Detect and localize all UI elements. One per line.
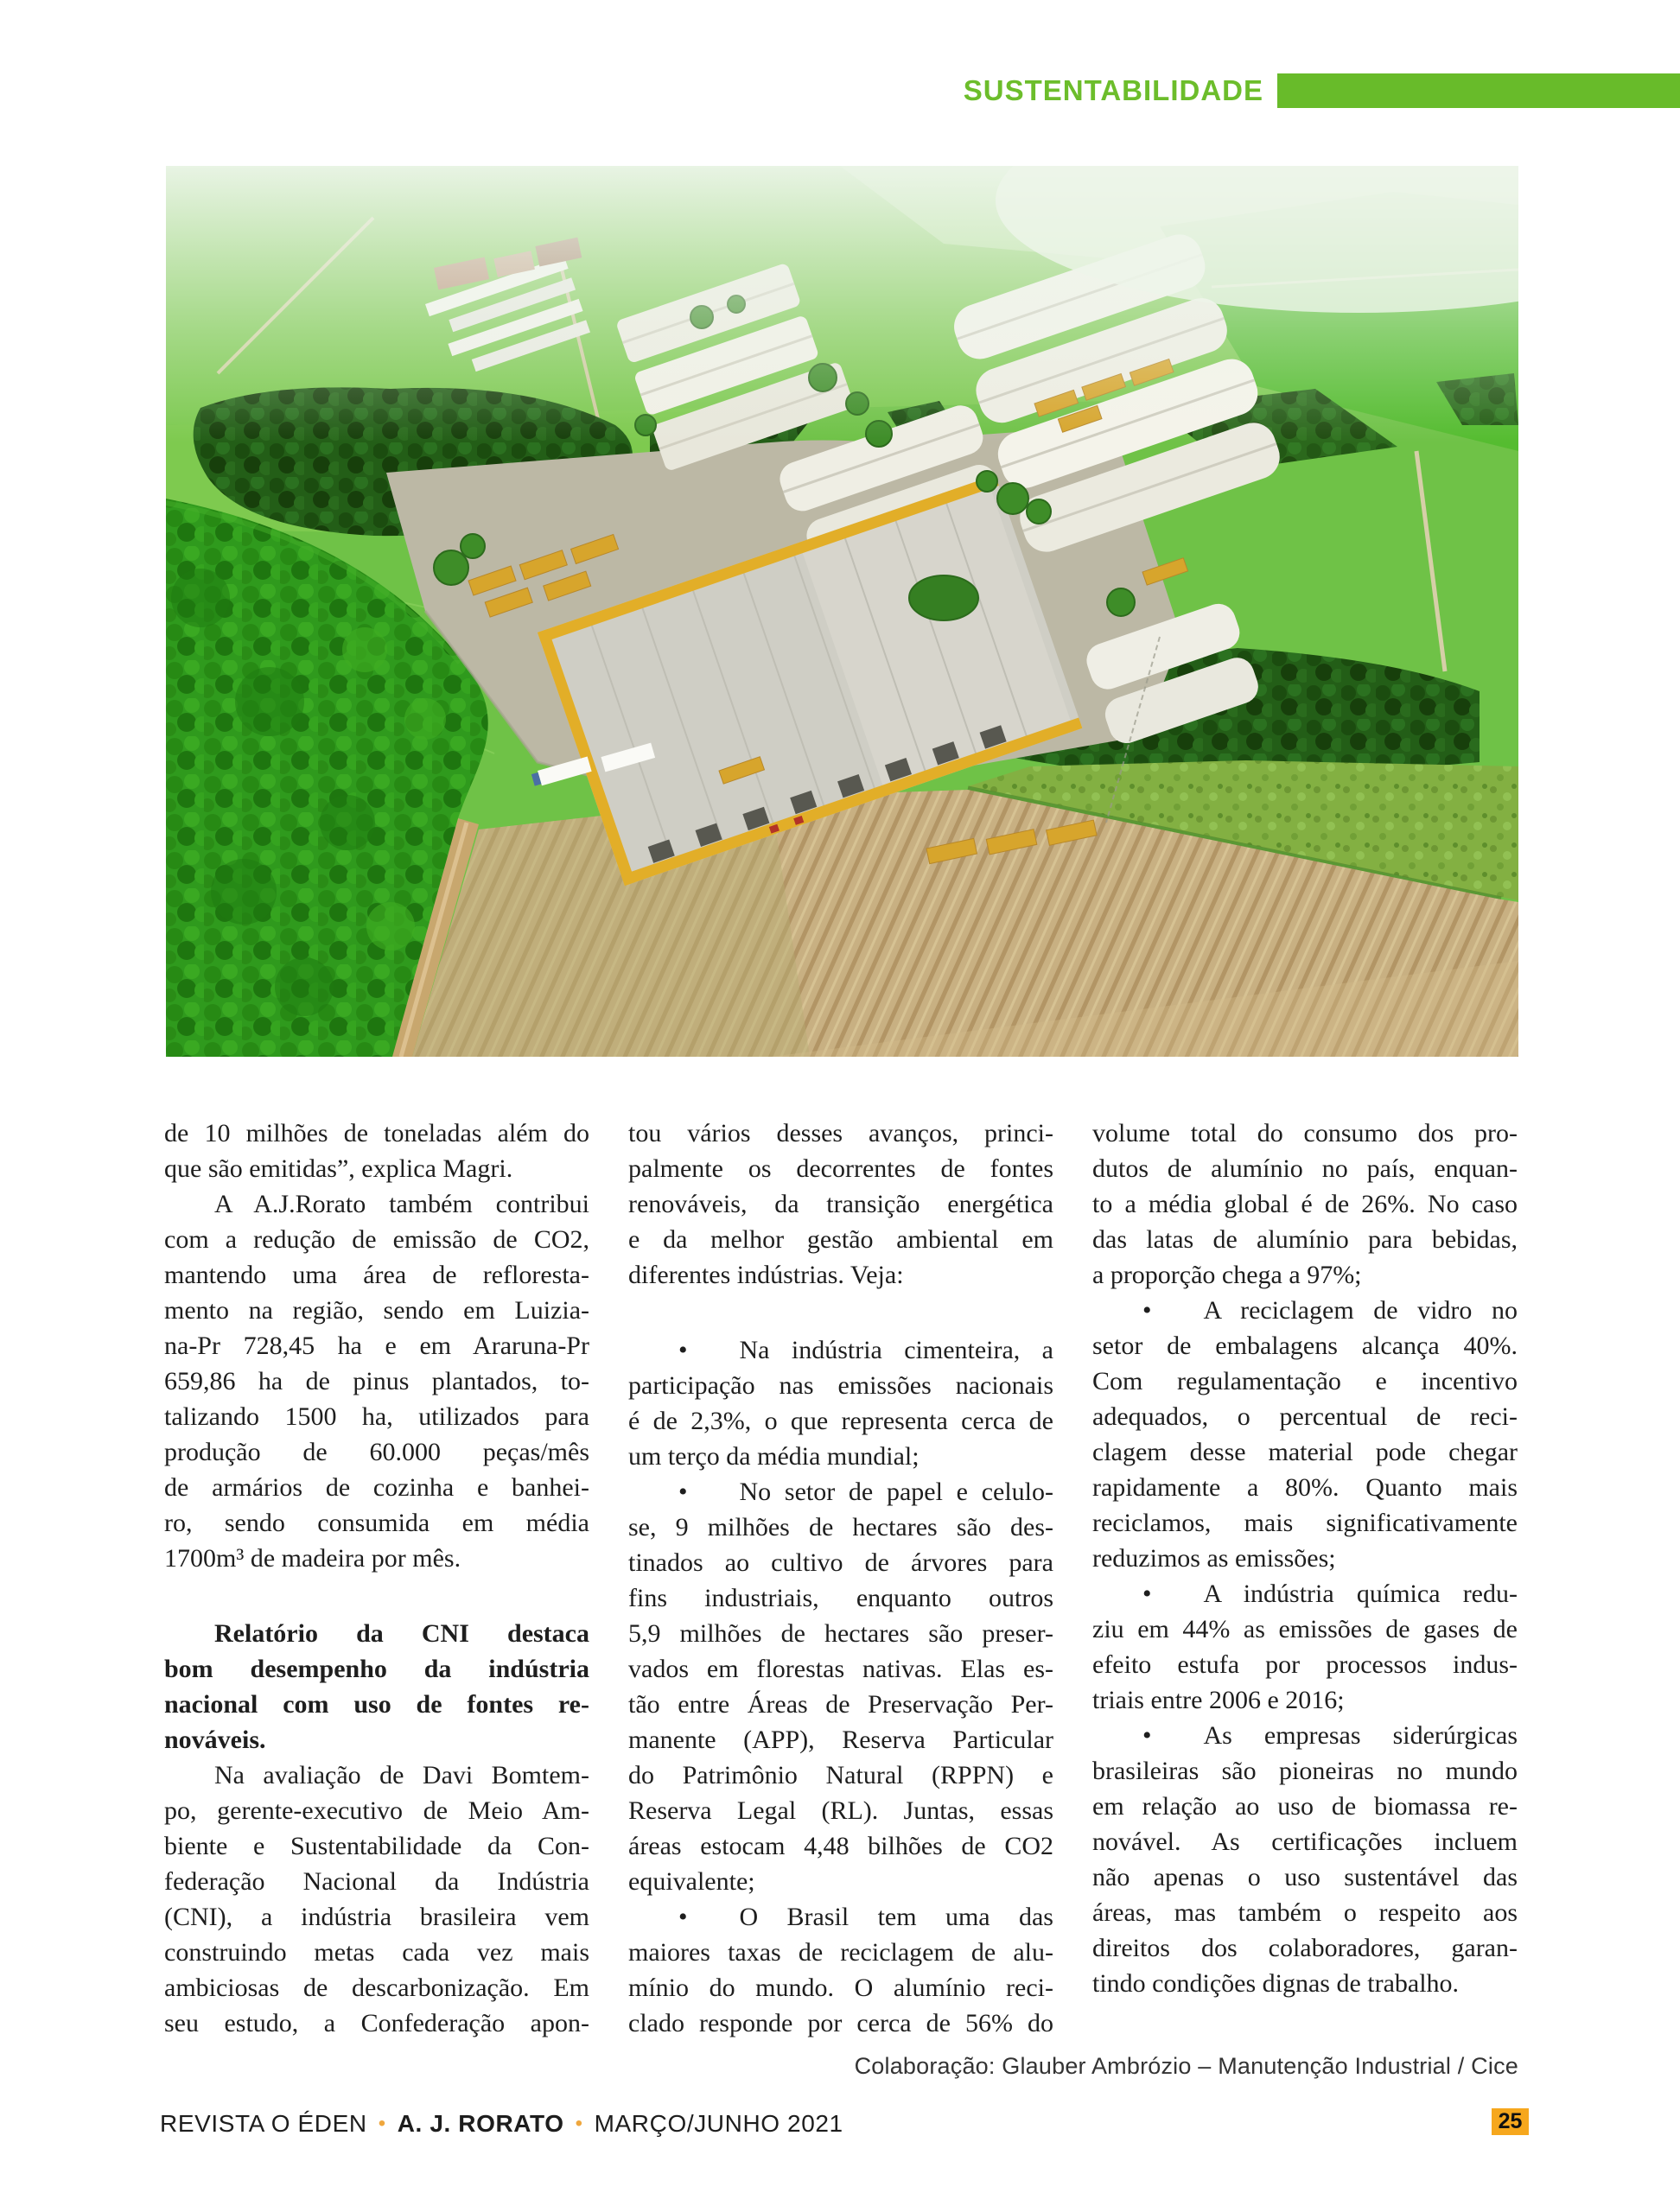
article-body [164, 1116, 1518, 2041]
text-line: diferentes indústrias. Veja: [628, 1261, 904, 1289]
text-line: rapidamente a 80%. Quanto mais [1092, 1473, 1518, 1502]
text-line: biente e Sustentabilidade da Con- [164, 1832, 589, 1860]
paragraph-block [628, 1474, 1053, 1899]
text-line: construindo metas cada vez mais [164, 1938, 589, 1967]
text-line: das latas de alumínio para bebidas, [1092, 1225, 1518, 1254]
text-line: renováveis, da transição energética [628, 1190, 1053, 1218]
text-line: 659,86 ha de pinus plantados, to- [164, 1367, 589, 1395]
paragraph-block [164, 1116, 589, 1186]
text-line: Reserva Legal (RL). Juntas, essas [628, 1796, 1053, 1825]
text-line: um terço da média mundial; [628, 1442, 920, 1471]
text-line: a proporção chega a 97%; [1092, 1261, 1362, 1289]
page-number-badge: 25 [1492, 2108, 1529, 2135]
text-line: dutos de alumínio no país, enquan- [1092, 1154, 1518, 1183]
text-line: tindo condições dignas de trabalho. [1092, 1969, 1460, 1998]
text-line: do Patrimônio Natural (RPPN) e [628, 1761, 1053, 1789]
text-line: • A indústria química redu- [1142, 1580, 1518, 1608]
text-line: bom desempenho da indústria [164, 1655, 589, 1683]
text-line: • O Brasil tem uma das [678, 1903, 1053, 1931]
text-line: direitos dos colaboradores, garan- [1092, 1934, 1518, 1962]
paragraph-block [628, 1116, 1053, 1293]
text-line: Com regulamentação e incentivo [1092, 1367, 1518, 1395]
text-line: de 10 milhões de toneladas além do [164, 1119, 589, 1147]
text-line: com a redução de emissão de CO2, [164, 1225, 589, 1254]
header-accent-bar [1277, 73, 1680, 108]
footer-separator-dot: • [378, 2112, 386, 2135]
text-line: tou vários desses avanços, princi- [628, 1119, 1053, 1147]
paragraph-block [164, 1758, 589, 2041]
text-line: 1700m³ de madeira por mês. [164, 1544, 461, 1573]
text-line: ziu em 44% as emissões de gases de [1092, 1615, 1518, 1643]
text-line: de armários de cozinha e banhei- [164, 1473, 589, 1502]
text-line: maiores taxas de reciclagem de alu- [628, 1938, 1053, 1967]
text-line: áreas, mas também o respeito aos [1092, 1898, 1518, 1927]
text-line: triais entre 2006 e 2016; [1092, 1686, 1345, 1714]
paragraph-block [628, 1332, 1053, 1474]
subheading-block [164, 1616, 589, 1758]
page-footer [160, 2110, 843, 2138]
paragraph-block [1092, 1293, 1518, 1576]
text-line: ambiciosas de descarbonização. Em [164, 1974, 589, 2002]
text-line: • As empresas siderúrgicas [1142, 1721, 1518, 1750]
text-line: federação Nacional da Indústria [164, 1867, 589, 1896]
footer-issue-date: MARÇO/JUNHO 2021 [594, 2110, 843, 2137]
text-line: e da melhor gestão ambiental em [628, 1225, 1053, 1254]
text-line: efeito estufa por processos indus- [1092, 1650, 1518, 1679]
text-line: ro, sendo consumida em média [164, 1509, 589, 1537]
text-line: adequados, o percentual de reci- [1092, 1402, 1518, 1431]
aerial-photo-illustration [166, 166, 1518, 1057]
footer-separator-dot: • [575, 2112, 583, 2135]
text-line: produção de 60.000 peças/mês [164, 1438, 589, 1466]
text-line: mantendo uma área de refloresta- [164, 1261, 589, 1289]
aerial-factory-photo [166, 166, 1518, 1057]
paragraph-block [1092, 1718, 1518, 2001]
photo-credit: Colaboração: Glauber Ambrózio – Manutenção Industrial / Cice [854, 2053, 1518, 2079]
text-line: volume total do consumo dos pro- [1092, 1119, 1518, 1147]
text-line: equivalente; [628, 1867, 755, 1896]
text-line: na-Pr 728,45 ha e em Araruna-Pr [164, 1332, 589, 1360]
footer-company-name: A. J. RORATO [397, 2110, 564, 2137]
text-line: mínio do mundo. O alumínio reci- [628, 1974, 1053, 2002]
text-line: 5,9 milhões de hectares são preser- [628, 1619, 1053, 1648]
text-line: participação nas emissões nacionais [628, 1371, 1053, 1400]
text-line: em relação ao uso de biomassa re- [1092, 1792, 1518, 1821]
text-line: vados em florestas nativas. Elas es- [628, 1655, 1053, 1683]
text-line: po, gerente-executivo de Meio Am- [164, 1796, 589, 1825]
text-line: (CNI), a indústria brasileira vem [164, 1903, 589, 1931]
text-column-3 [1092, 1116, 1518, 2041]
text-line: é de 2,3%, o que representa cerca de [628, 1407, 1053, 1435]
paragraph-block [628, 1899, 1053, 2041]
text-line: manente (APP), Reserva Particular [628, 1726, 1053, 1754]
text-line: tinados ao cultivo de árvores para [628, 1548, 1053, 1577]
text-line: reduzimos as emissões; [1092, 1544, 1336, 1573]
text-line: reciclamos, mais significativamente [1092, 1509, 1518, 1537]
text-line: fins industriais, enquanto outros [628, 1584, 1053, 1612]
text-line: A A.J.Rorato também contribui [214, 1190, 589, 1218]
text-line: • No setor de papel e celulo- [678, 1478, 1053, 1506]
paragraph-block [164, 1186, 589, 1576]
text-line: palmente os decorrentes de fontes [628, 1154, 1053, 1183]
text-line: não apenas o uso sustentável das [1092, 1863, 1518, 1891]
footer-magazine-name: REVISTA O ÉDEN [160, 2110, 367, 2137]
text-line: áreas estocam 4,48 bilhões de CO2 [628, 1832, 1053, 1860]
text-line: clagem desse material pode chegar [1092, 1438, 1518, 1466]
text-line: seu estudo, a Confederação apon- [164, 2009, 589, 2037]
text-line: to a média global é de 26%. No caso [1092, 1190, 1518, 1218]
text-column-1 [164, 1116, 589, 2041]
text-line: que são emitidas”, explica Magri. [164, 1154, 513, 1183]
text-line: nacional com uso de fontes re- [164, 1690, 589, 1719]
text-line: setor de embalagens alcança 40%. [1092, 1332, 1518, 1360]
text-line: • Na indústria cimenteira, a [678, 1336, 1053, 1364]
text-line: Na avaliação de Davi Bomtem- [214, 1761, 589, 1789]
text-line: se, 9 milhões de hectares são des- [628, 1513, 1053, 1541]
text-line: novável. As certificações incluem [1092, 1827, 1518, 1856]
text-line: nováveis. [164, 1726, 266, 1754]
text-line: brasileiras são pioneiras no mundo [1092, 1757, 1518, 1785]
text-line: clado responde por cerca de 56% do [628, 2009, 1053, 2037]
text-line: mento na região, sendo em Luizia- [164, 1296, 589, 1325]
text-line: Relatório da CNI destaca [214, 1619, 589, 1648]
text-line: • A reciclagem de vidro no [1142, 1296, 1518, 1325]
paragraph-block [1092, 1576, 1518, 1718]
section-title: SUSTENTABILIDADE [963, 74, 1263, 106]
text-column-2 [628, 1116, 1053, 2041]
text-line: talizando 1500 ha, utilizados para [164, 1402, 589, 1431]
paragraph-block [1092, 1116, 1518, 1293]
text-line: tão entre Áreas de Preservação Per- [628, 1690, 1053, 1719]
